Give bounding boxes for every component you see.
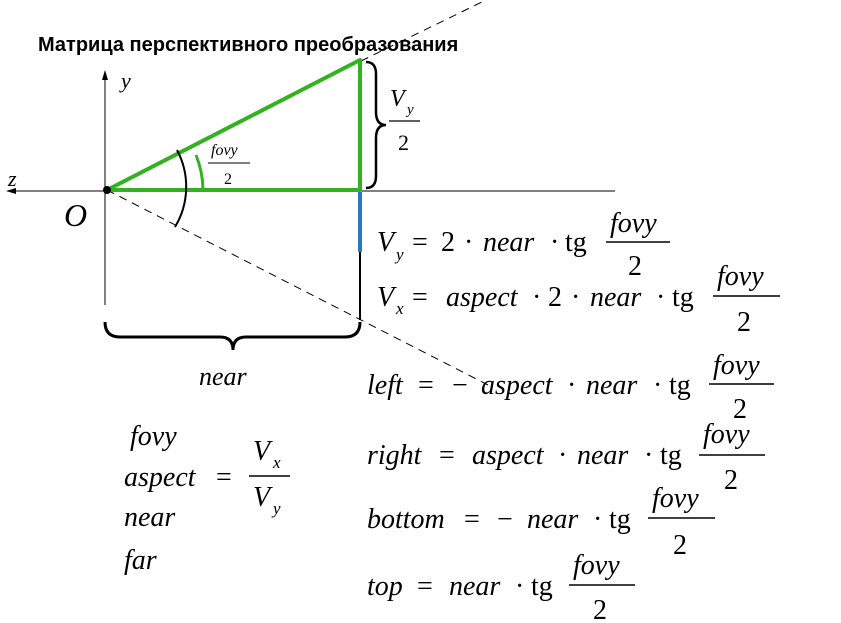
formula-right xyxy=(367,419,765,496)
formula-bottom xyxy=(367,483,715,561)
formula-vy-dot1: · xyxy=(464,227,474,258)
formula-right-dot1: · xyxy=(558,440,568,471)
vy-half-brace xyxy=(366,62,386,188)
formula-left-aspect: aspect xyxy=(481,370,553,401)
param-aspect-num-sub: x xyxy=(273,453,281,472)
formula-left-near: near xyxy=(586,370,638,401)
vy-half-V: V xyxy=(390,86,405,112)
formula-vx-dot3: · xyxy=(656,282,666,313)
formula-vx-aspect: aspect xyxy=(446,282,518,313)
formula-bottom-near: near xyxy=(527,504,579,535)
formula-right-dot2: · xyxy=(644,440,654,471)
formula-vx-dot1: · xyxy=(532,282,542,313)
origin-point xyxy=(103,186,111,194)
fovy-half-label-bottom: 2 xyxy=(224,171,232,188)
formula-right-den: 2 xyxy=(724,465,738,496)
z-axis-label: z xyxy=(8,166,17,191)
formula-vx-eq: = xyxy=(412,282,428,313)
page-title: Матрица перспективного преобразования xyxy=(38,34,459,56)
formula-left-num: fovy xyxy=(713,350,760,381)
formula-left xyxy=(367,350,774,425)
formula-vy-sub: y xyxy=(396,245,404,264)
formula-bottom-tg: tg xyxy=(609,504,631,535)
formula-top-num: fovy xyxy=(573,550,620,581)
origin-label: O xyxy=(64,197,88,233)
fovy-half-label-top: fovy xyxy=(211,142,238,159)
formula-right-eq: = xyxy=(439,440,455,471)
formula-vy-num: fovy xyxy=(610,208,657,239)
formula-vx-tg: tg xyxy=(672,282,694,313)
formula-right-near: near xyxy=(577,440,629,471)
formula-top xyxy=(367,550,635,623)
half-fovy-arc xyxy=(196,155,203,190)
formula-vy-V: V xyxy=(377,227,395,258)
y-axis-label: y xyxy=(121,68,131,93)
formula-right-num: fovy xyxy=(703,419,750,450)
param-aspect-den-sub: y xyxy=(273,499,281,518)
formula-right-tg: tg xyxy=(660,440,682,471)
formula-vx-num: fovy xyxy=(717,261,764,292)
formula-vy xyxy=(377,208,670,282)
formula-vx-den: 2 xyxy=(737,307,751,338)
near-label: near xyxy=(199,362,247,391)
param-aspect-den-V: V xyxy=(253,482,271,513)
near-brace xyxy=(105,322,360,350)
formula-vx-two: 2 xyxy=(548,282,562,313)
formula-bottom-eq: = xyxy=(464,504,480,535)
formula-top-name: top xyxy=(367,571,403,602)
formula-left-minus: − xyxy=(452,370,468,401)
formula-top-dot: · xyxy=(515,571,525,602)
formula-vx-sub: x xyxy=(396,299,404,318)
formula-top-tg: tg xyxy=(531,571,553,602)
vy-half-sub: y xyxy=(407,102,414,118)
formula-vy-two: 2 xyxy=(441,227,455,258)
formula-right-name: right xyxy=(367,440,422,471)
formula-top-eq: = xyxy=(417,571,433,602)
formula-left-tg: tg xyxy=(669,370,691,401)
param-fovy: fovy xyxy=(130,421,177,452)
formula-bottom-dot: · xyxy=(593,504,603,535)
formula-bottom-den: 2 xyxy=(673,530,687,561)
formula-vx xyxy=(377,261,780,338)
formula-bottom-num: fovy xyxy=(652,483,699,514)
formula-top-near: near xyxy=(449,571,501,602)
formula-left-den: 2 xyxy=(733,394,747,425)
formula-vy-tg: tg xyxy=(565,227,587,258)
formula-vy-dot2: · xyxy=(550,227,560,258)
formula-vx-near: near xyxy=(590,282,642,313)
formula-vy-eq: = xyxy=(412,227,428,258)
view-triangle xyxy=(107,60,360,190)
formula-bottom-minus: − xyxy=(497,504,513,535)
param-far: far xyxy=(124,545,157,576)
formula-left-eq: = xyxy=(418,370,434,401)
formula-vy-den: 2 xyxy=(628,251,642,282)
formula-left-dot2: · xyxy=(653,370,663,401)
formula-bottom-name: bottom xyxy=(367,504,445,535)
param-aspect-eq: = xyxy=(216,462,232,493)
vy-half-denominator: 2 xyxy=(398,130,409,155)
formula-top-den: 2 xyxy=(593,595,607,623)
frustum-upper-dashed-line xyxy=(361,0,486,61)
param-aspect: aspect xyxy=(124,462,196,493)
formula-vx-V: V xyxy=(377,282,395,313)
param-aspect-num-V: V xyxy=(253,436,271,467)
formula-left-name: left xyxy=(367,370,403,401)
formula-vx-dot2: · xyxy=(571,282,581,313)
formula-left-dot1: · xyxy=(567,370,577,401)
frustum-lower-dashed-line xyxy=(107,190,488,385)
param-near: near xyxy=(124,502,176,533)
y-axis-arrow xyxy=(102,70,108,80)
formula-right-aspect: aspect xyxy=(472,440,544,471)
formula-vy-near: near xyxy=(483,227,535,258)
